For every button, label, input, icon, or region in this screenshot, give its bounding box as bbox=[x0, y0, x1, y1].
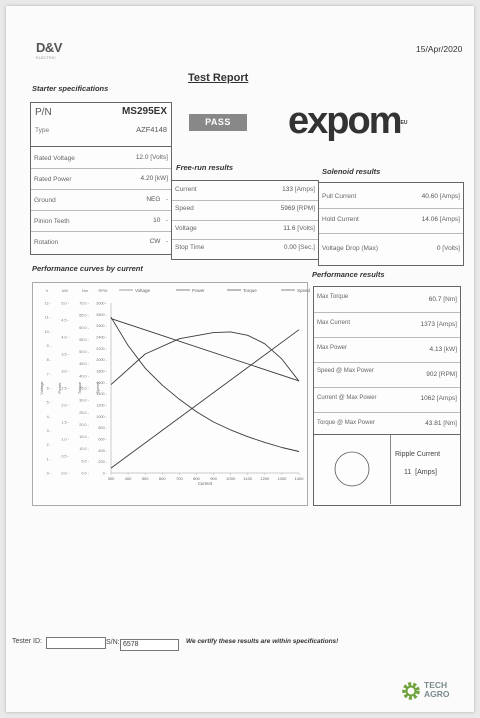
series-line-power bbox=[111, 332, 299, 385]
solenoid-row-pull: Pull Current 40.60 [Amps] bbox=[319, 183, 463, 209]
sn-label: S/N: bbox=[106, 639, 120, 646]
axis-header-kw: kW bbox=[62, 288, 68, 293]
x-tick-label: 1300 bbox=[277, 476, 287, 481]
pass-badge: PASS bbox=[189, 114, 247, 131]
y-tick-v: 6 - bbox=[46, 386, 51, 391]
legend-label-speed: Speed bbox=[297, 288, 311, 293]
expom-logo bbox=[288, 100, 407, 143]
axis-header-nm: Nm bbox=[81, 288, 89, 293]
y-tick-kw: 4.0 - bbox=[61, 335, 69, 340]
y-tick-rpm: 2400 - bbox=[96, 335, 107, 340]
y-tick-rpm: 1000 - bbox=[96, 414, 107, 419]
certification-note: We certify these results are within specifications! bbox=[186, 638, 339, 645]
perf-row-torque-at-max-power: Torque @ Max Power 43.81 [Nm] bbox=[317, 420, 457, 427]
y-tick-nm: 20.0 - bbox=[79, 422, 89, 427]
x-tick-label: 500 bbox=[141, 476, 149, 481]
y-tick-rpm: 1600 - bbox=[96, 380, 107, 385]
ripple-circle-icon bbox=[314, 435, 390, 504]
y-tick-nm: 45.0 - bbox=[79, 362, 89, 367]
y-tick-rpm: 200 - bbox=[98, 460, 107, 465]
free-run-table bbox=[171, 180, 319, 260]
x-tick-label: 700 bbox=[176, 476, 183, 481]
ripple-box bbox=[313, 434, 461, 506]
ripple-label: Ripple Current bbox=[395, 451, 441, 458]
spec-row-rated-voltage: Rated Voltage 12.0 [Volts] bbox=[31, 147, 171, 169]
y-tick-rpm: 1400 - bbox=[96, 392, 107, 397]
perf-row-max-current: Max Current 1373 [Amps] bbox=[314, 312, 460, 338]
free-run-row-voltage: Voltage 11.6 [Volts] bbox=[172, 220, 318, 240]
y-tick-nm: 40.0 - bbox=[79, 374, 89, 379]
x-tick-label: 600 bbox=[158, 476, 166, 481]
brand-suffix: EU bbox=[400, 119, 408, 126]
x-tick-label: 400 bbox=[124, 476, 132, 481]
y-tick-v: 3 - bbox=[46, 429, 51, 433]
y-tick-nm: 35.0 - bbox=[79, 386, 89, 391]
report-date: 15/Apr/2020 bbox=[416, 44, 463, 54]
test-report-sheet bbox=[6, 6, 474, 712]
ripple-waveform-cell bbox=[314, 435, 391, 504]
y-tick-kw: 1.5 - bbox=[61, 420, 69, 425]
y-tick-rpm: 1800 - bbox=[96, 369, 107, 374]
spec-row-rated-power: Rated Power 4.20 [kW] bbox=[31, 168, 171, 190]
watermark-text: TECH AGRO bbox=[424, 680, 450, 699]
y-tick-kw: 4.5 - bbox=[61, 318, 69, 323]
perf-row-speed-at-max-power: Speed @ Max Power 902 [RPM] bbox=[314, 362, 460, 388]
legend-label-voltage: Voltage bbox=[135, 288, 151, 293]
x-tick-label: 1400 bbox=[294, 476, 304, 481]
axis-label-speed: Speed bbox=[95, 382, 100, 394]
y-tick-v: 0 - bbox=[46, 471, 51, 476]
tester-id-field[interactable] bbox=[46, 637, 106, 649]
logo-tagline: ELECTRIC bbox=[36, 55, 56, 60]
pn-value: MS295EX bbox=[121, 106, 167, 117]
y-tick-rpm: 3000 - bbox=[96, 301, 107, 306]
y-tick-kw: 3.5 - bbox=[61, 352, 69, 357]
y-tick-rpm: 0 - bbox=[102, 471, 107, 476]
legend-label-torque: Torque bbox=[243, 288, 257, 293]
x-tick-label: 800 bbox=[193, 476, 200, 481]
type-label: Type bbox=[35, 127, 50, 134]
axis-label-voltage: Voltage bbox=[39, 381, 44, 395]
series-line-speed bbox=[111, 317, 299, 451]
logo-text: D&V bbox=[36, 40, 62, 55]
report-title: Test Report bbox=[188, 72, 249, 84]
y-tick-nm: 10.0 - bbox=[79, 447, 89, 452]
y-tick-v: 10 - bbox=[44, 329, 51, 334]
y-tick-v: 12 - bbox=[44, 301, 51, 306]
x-tick-label: 1200 bbox=[260, 476, 270, 481]
y-tick-nm: 65.0 - bbox=[79, 313, 89, 318]
y-tick-nm: 0.0 - bbox=[81, 471, 89, 476]
y-tick-kw: 0.0 - bbox=[61, 471, 69, 476]
pn-label: P/N bbox=[35, 107, 52, 118]
y-tick-rpm: 400 - bbox=[98, 448, 107, 453]
gear-icon bbox=[400, 680, 422, 702]
solenoid-table bbox=[318, 182, 464, 266]
y-tick-kw: 1.0 - bbox=[61, 437, 69, 442]
axis-label-power: Power bbox=[57, 382, 62, 394]
performance-chart bbox=[32, 282, 311, 506]
y-tick-kw: 2.5 - bbox=[61, 386, 69, 391]
y-tick-nm: 70.0 - bbox=[79, 301, 89, 306]
spec-row-rotation: Rotation CW - bbox=[34, 238, 168, 246]
free-run-heading: Free-run results bbox=[176, 163, 234, 172]
y-tick-nm: 15.0 - bbox=[79, 435, 89, 440]
free-run-row-current: Current 133 [Amps] bbox=[172, 181, 318, 201]
y-tick-v: 11 - bbox=[44, 315, 51, 320]
perf-row-current-at-max-power: Current @ Max Power 1062 [Amps] bbox=[314, 387, 460, 413]
solenoid-row-hold: Hold Current 14.06 [Amps] bbox=[319, 208, 463, 234]
perf-row-max-power: Max Power 4.13 [kW] bbox=[314, 337, 460, 363]
y-tick-nm: 50.0 - bbox=[79, 350, 89, 355]
type-value: AZF4148 bbox=[136, 125, 167, 134]
y-tick-v: 9 - bbox=[46, 344, 51, 348]
x-tick-label: 1100 bbox=[243, 476, 253, 481]
dv-logo bbox=[36, 40, 62, 60]
y-tick-v: 2 - bbox=[46, 443, 51, 448]
legend-label-power: Power bbox=[192, 288, 205, 293]
spec-row-ground: Ground NEG - bbox=[31, 189, 171, 211]
y-tick-kw: 5.0 - bbox=[61, 301, 69, 306]
axis-header-v: V bbox=[45, 288, 49, 293]
axis-label-torque: Torque bbox=[77, 381, 82, 395]
y-tick-v: 8 - bbox=[46, 358, 51, 363]
y-tick-nm: 5.0 - bbox=[81, 459, 89, 464]
y-tick-rpm: 1200 - bbox=[96, 403, 107, 408]
y-tick-rpm: 2800 - bbox=[96, 312, 107, 317]
techagro-watermark bbox=[400, 678, 466, 704]
y-tick-kw: 2.0 - bbox=[61, 403, 69, 408]
y-tick-rpm: 2000 - bbox=[96, 358, 107, 363]
y-tick-nm: 60.0 - bbox=[79, 325, 89, 330]
sn-field[interactable]: 6578 bbox=[120, 639, 179, 651]
x-tick-label: 300 bbox=[107, 476, 115, 481]
solenoid-heading: Solenoid results bbox=[322, 167, 381, 176]
y-tick-rpm: 600 - bbox=[98, 437, 107, 442]
y-tick-rpm: 2600 - bbox=[96, 324, 107, 329]
series-line-torque bbox=[111, 330, 299, 468]
chart-heading: Performance curves by current bbox=[32, 264, 143, 273]
brand-text: expom bbox=[288, 100, 401, 142]
x-tick-label: 900 bbox=[210, 476, 217, 481]
performance-heading: Performance results bbox=[312, 270, 385, 279]
chart-svg bbox=[33, 283, 311, 505]
starter-heading: Starter specifications bbox=[32, 84, 109, 93]
x-axis-label: Current bbox=[198, 481, 212, 486]
y-tick-rpm: 800 - bbox=[98, 426, 107, 431]
free-run-row-stop-time: Stop Time 0.00 [Sec.] bbox=[175, 244, 315, 251]
y-tick-v: 1 - bbox=[46, 457, 51, 462]
spec-row-pinion-teeth: Pinion Teeth 10 - bbox=[31, 210, 171, 232]
y-tick-kw: 0.5 - bbox=[61, 454, 69, 459]
tester-id-label: Tester ID: bbox=[12, 638, 42, 645]
y-tick-nm: 55.0 - bbox=[79, 337, 89, 342]
axis-header-rpm: RPM bbox=[98, 288, 108, 293]
y-tick-kw: 3.0 - bbox=[61, 369, 69, 374]
performance-table bbox=[313, 286, 461, 438]
y-tick-rpm: 2200 - bbox=[96, 346, 107, 351]
free-run-row-speed: Speed 5969 [RPM] bbox=[172, 200, 318, 221]
starter-specs-table bbox=[30, 146, 172, 255]
y-tick-nm: 30.0 - bbox=[79, 398, 89, 403]
y-tick-v: 7 - bbox=[46, 372, 51, 377]
perf-row-max-torque: Max Torque 60.7 [Nm] bbox=[314, 287, 460, 313]
y-tick-nm: 25.0 - bbox=[79, 410, 89, 415]
y-tick-v: 4 - bbox=[46, 414, 51, 419]
x-tick-label: 1000 bbox=[226, 476, 236, 481]
pn-box bbox=[30, 102, 172, 148]
ripple-value: 11 [Amps] bbox=[404, 469, 437, 476]
solenoid-row-voltage-drop: Voltage Drop (Max) 0 [Volts] bbox=[322, 245, 460, 252]
y-tick-v: 5 - bbox=[46, 400, 51, 405]
